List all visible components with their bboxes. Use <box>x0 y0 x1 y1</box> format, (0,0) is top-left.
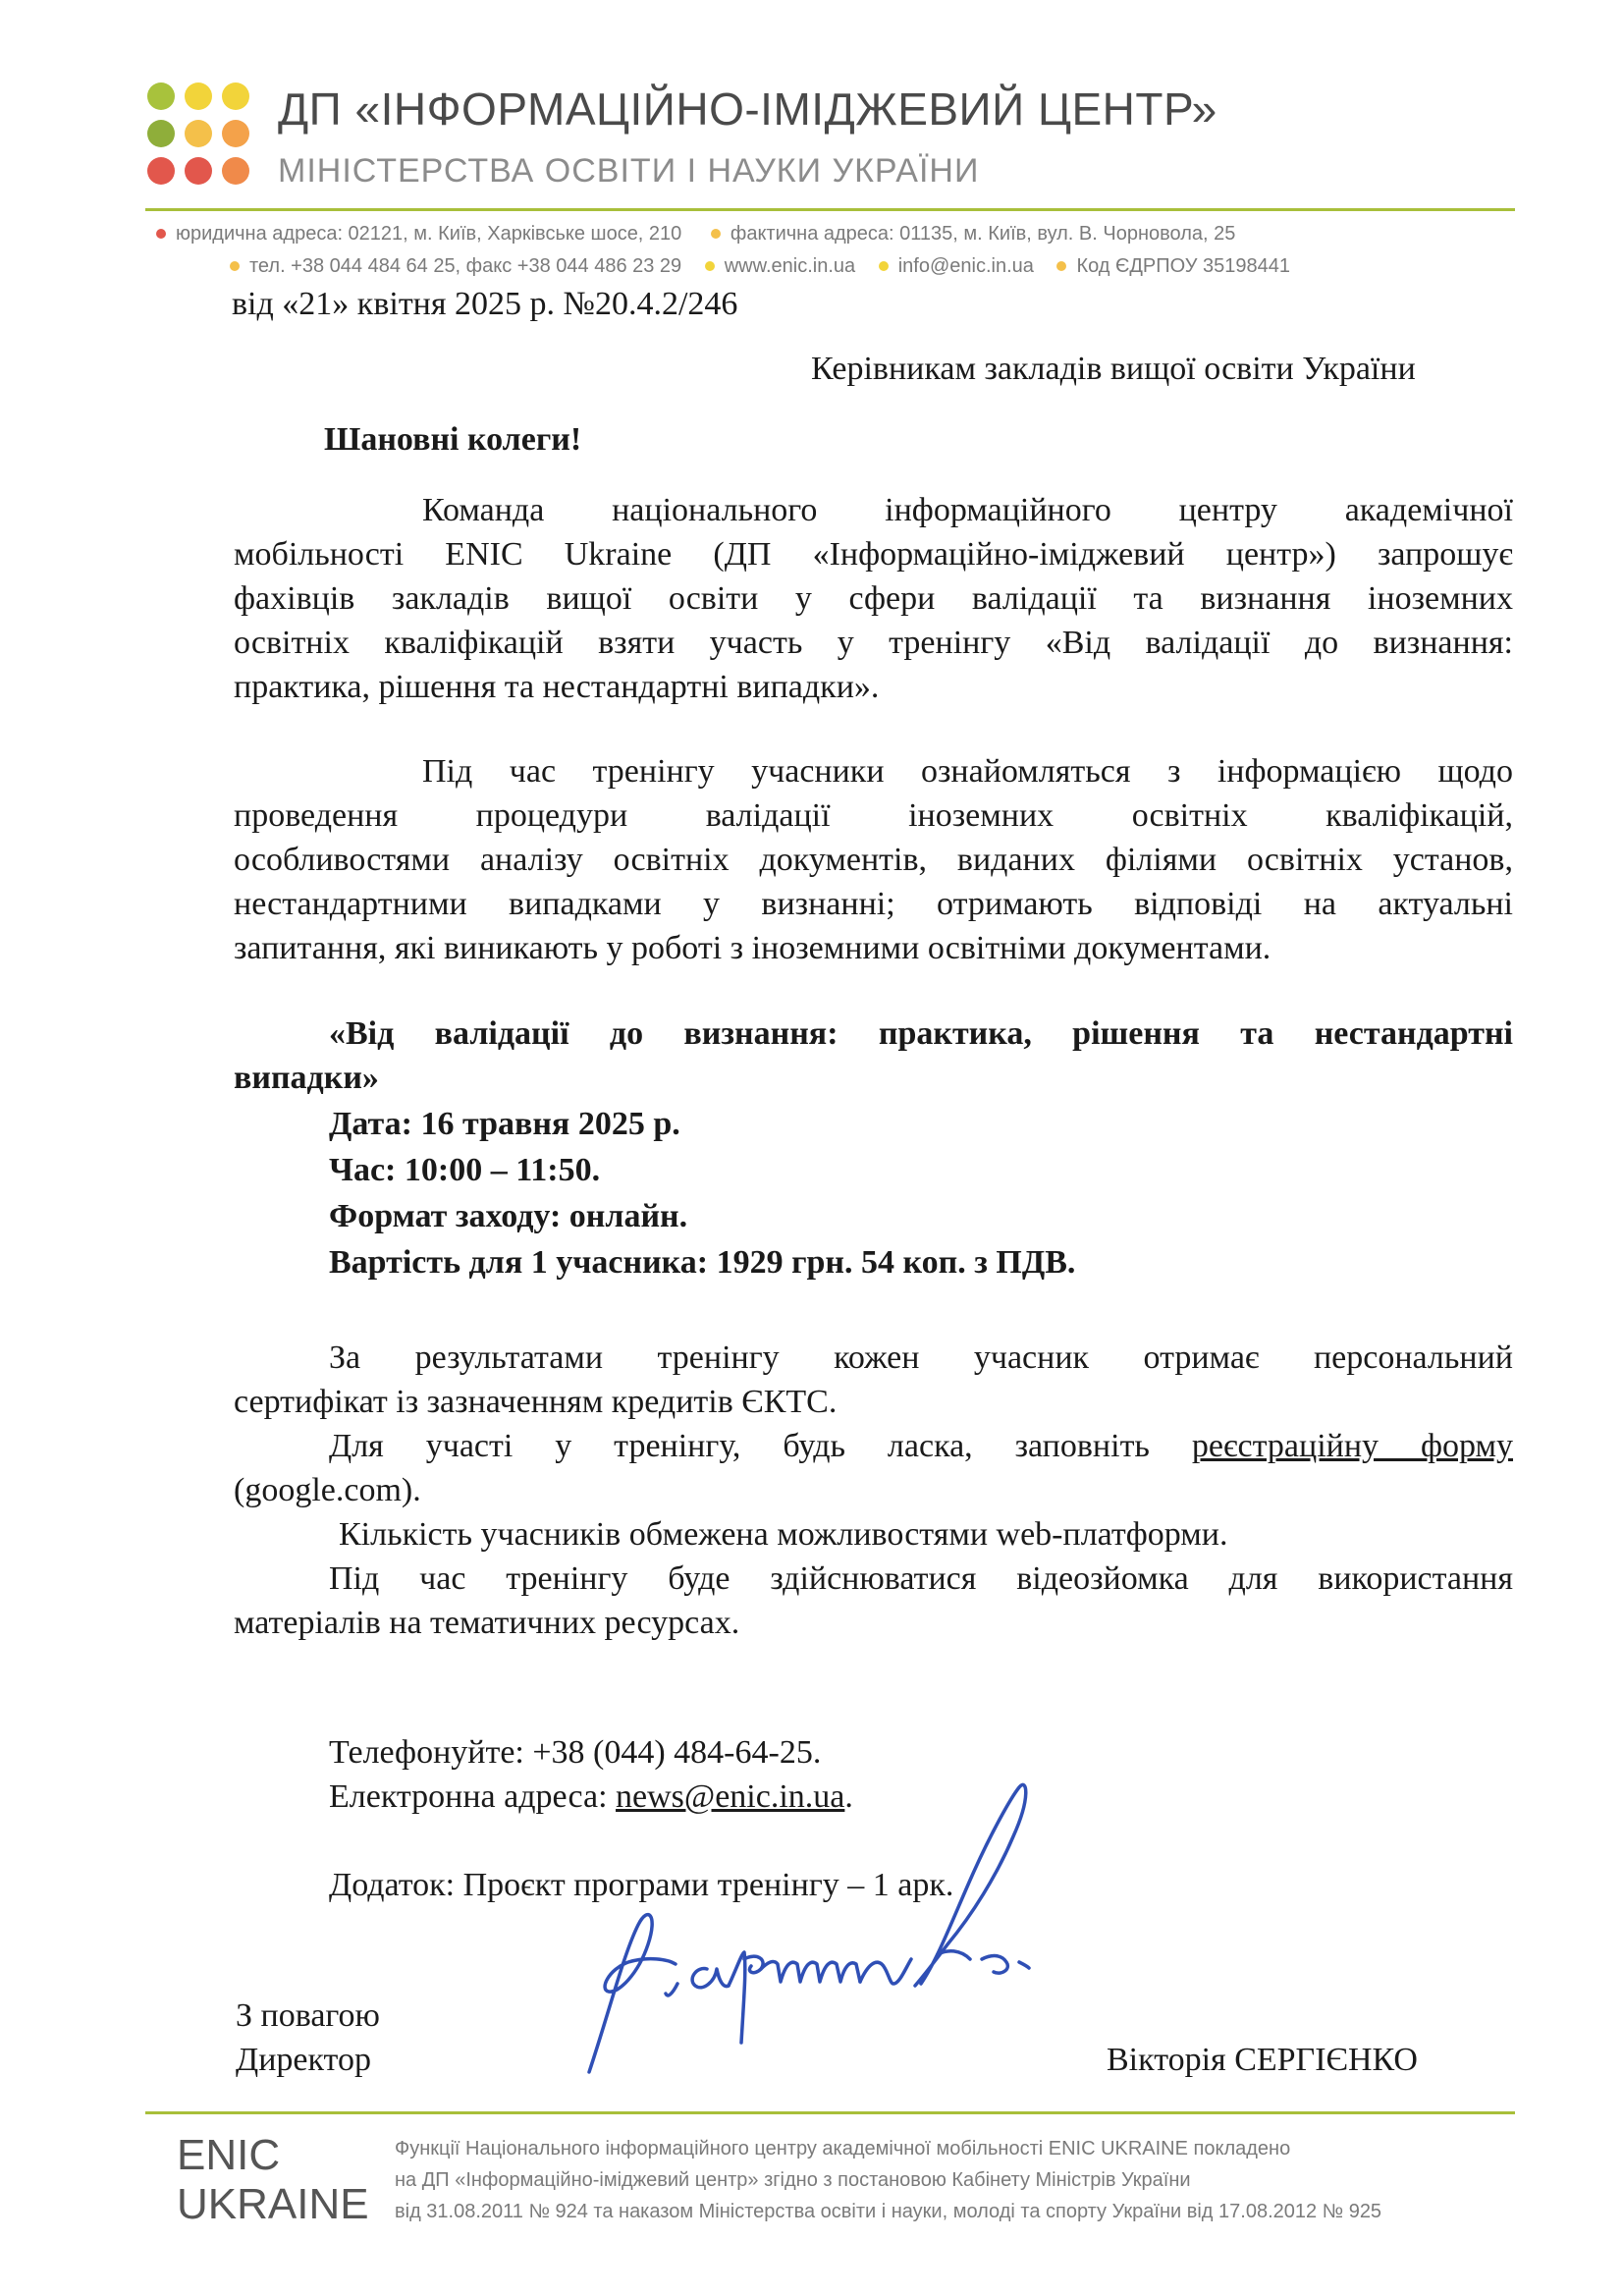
logo-dot <box>185 157 212 185</box>
paragraph-1-line: фахівців закладів вищої освіти у сфери валідації та визнання іноземних <box>234 580 1513 617</box>
contacts-line-2 <box>226 255 1290 278</box>
paragraph-1-line: мобільності ENIC Ukraine (ДП «Інформаційно-іміджевий центр») запрошує <box>234 536 1513 573</box>
logo-dot <box>222 120 249 147</box>
contacts-line-1 <box>152 223 1235 246</box>
video-recording-notice: Під час тренінгу буде здійснюватися відеозйомка для використання <box>329 1560 1513 1597</box>
paragraph-1-line: освітніх кваліфікацій взяти участь у тренінгу «Від валідації до визнання: <box>234 625 1513 661</box>
closing-phrase: З повагою <box>236 1997 380 2034</box>
paragraph-2-line: особливостями аналізу освітніх документів, виданих філіями освітніх установ, <box>234 842 1513 878</box>
paragraph-1-line: практика, рішення та нестандартні випадки». <box>234 669 880 705</box>
actual-address: фактична адреса: 01135, м. Київ, вул. В. Чорновола, 25 <box>730 223 1236 245</box>
email-link[interactable]: info@enic.in.ua <box>897 255 1034 277</box>
paragraph-2-line: Під час тренінгу учасники ознайомляться з інформацією щодо <box>422 753 1513 790</box>
bullet-icon <box>156 229 166 239</box>
bullet-icon <box>879 261 889 271</box>
video-recording-notice-continued: матеріалів на тематичних ресурсах. <box>234 1605 740 1641</box>
paragraph-2-line: проведення процедури валідації іноземних освітніх кваліфікацій, <box>234 797 1513 834</box>
footer-line: Функції Національного інформаційного центру академічної мобільності ENIC UKRAINE покладено <box>395 2138 1291 2159</box>
logo-dot <box>147 82 175 110</box>
contact-email-label: Електронна адреса: <box>329 1778 608 1815</box>
phone-fax: тел. +38 044 484 64 25, факс +38 044 486 23 29 <box>249 255 682 277</box>
logo-dot <box>222 82 249 110</box>
legal-address: юридична адреса: 02121, м. Київ, Харківське шосе, 210 <box>176 223 682 245</box>
certificate-text-continued: сертифікат із зазначенням кредитів ЄКТС. <box>234 1384 838 1420</box>
contact-phone: Телефонуйте: +38 (044) 484-64-25. <box>329 1734 822 1771</box>
event-time: Час: 10:00 – 11:50. <box>329 1152 601 1188</box>
footer-note <box>395 2133 1381 2227</box>
event-format: Формат заходу: онлайн. <box>329 1198 688 1234</box>
logo-dot <box>147 120 175 147</box>
bullet-icon <box>711 229 721 239</box>
registration-text: Для участі у тренінгу, будь ласка, заповніть <box>329 1428 1150 1464</box>
bullet-icon <box>230 261 240 271</box>
event-cost: Вартість для 1 учасника: 1929 грн. 54 коп. з ПДВ. <box>329 1244 1076 1281</box>
website-link[interactable]: www.enic.in.ua <box>724 255 856 277</box>
bullet-icon <box>1056 261 1066 271</box>
bullet-icon <box>705 261 715 271</box>
logo-dot <box>147 157 175 185</box>
certificate-text: За результатами тренінгу кожен учасник отримає персональний <box>329 1339 1513 1376</box>
salutation: Шановні колеги! <box>324 421 582 458</box>
logo-dot <box>185 82 212 110</box>
footer-line: від 31.08.2011 № 924 та наказом Міністерства освіти і науки, молоді та спорту України від 17.08.2012 № 925 <box>395 2201 1382 2222</box>
organization-subtitle: МІНІСТЕРСТВА ОСВІТИ І НАУКИ УКРАЇНИ <box>278 152 980 190</box>
handwritten-signature <box>550 1758 1159 2092</box>
contact-email-link[interactable]: news@enic.in.ua <box>616 1778 845 1815</box>
footer-divider <box>145 2111 1515 2114</box>
organization-logo-dots <box>147 82 255 191</box>
contact-email-tail: . <box>844 1778 853 1815</box>
participants-limit: Кількість учасників обмежена можливостями web-платформи. <box>339 1516 1228 1553</box>
addressee: Керівникам закладів вищої освіти України <box>811 351 1416 387</box>
event-date: Дата: 16 травня 2025 р. <box>329 1106 680 1142</box>
footer-line: на ДП «Інформаційно-іміджевий центр» згідно з постановою Кабінету Міністрів України <box>395 2169 1191 2191</box>
organization-name: ДП «ІНФОРМАЦІЙНО-ІМІДЖЕВИЙ ЦЕНТР» <box>278 83 1217 135</box>
event-title-continued: випадки» <box>234 1060 379 1096</box>
registration-form-link[interactable]: реєстраційну форму <box>1191 1428 1514 1464</box>
attachment-note: Додаток: Проєкт програми тренінгу – 1 арк. <box>329 1867 954 1903</box>
reference-line: від «21» квітня 2025 р. №20.4.2/246 <box>232 286 738 322</box>
registration-link-host: (google.com). <box>234 1472 421 1508</box>
paragraph-1-line: Команда національного інформаційного центру академічної <box>422 492 1513 528</box>
event-title: «Від валідації до визнання: практика, рішення та нестандартні <box>329 1015 1513 1052</box>
signatory-position: Директор <box>236 2042 371 2078</box>
paragraph-2-line: запитання, які виникають у роботі з іноземними освітніми документами. <box>234 930 1271 966</box>
logo-dot <box>185 120 212 147</box>
signatory-name: Вікторія СЕРГІЄНКО <box>1107 2042 1418 2078</box>
logo-dot <box>222 157 249 185</box>
paragraph-2-line: нестандартними випадками у визнанні; отримають відповіді на актуальні <box>234 886 1513 922</box>
edrpou-code: Код ЄДРПОУ 35198441 <box>1076 255 1290 277</box>
enic-ukraine-logo <box>177 2131 369 2229</box>
logo-text-enic: ENIC <box>177 2131 281 2179</box>
logo-text-ukraine: UKRAINE <box>177 2180 369 2228</box>
registration-line <box>329 1424 1513 1468</box>
header-divider <box>145 208 1515 211</box>
